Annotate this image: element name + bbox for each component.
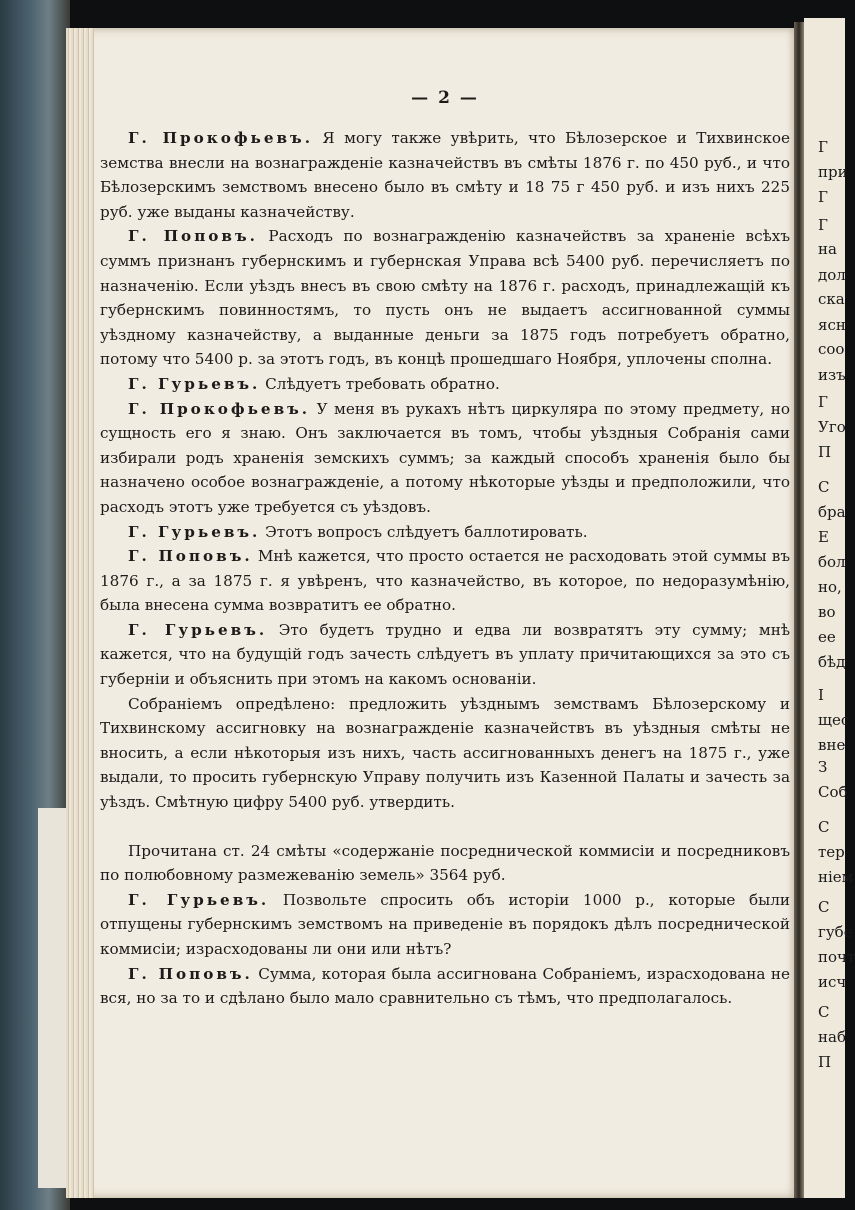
next-page-fragment: Соб bbox=[818, 783, 848, 801]
paragraph-text: Сумма, которая была ассигнована Собраніемъ, израсходована не вся, но за то и сдѣлано было мало сравнительно съ тѣмъ, что предполагалось. bbox=[100, 964, 790, 1008]
speaker-name: Г. Поповъ. bbox=[128, 964, 253, 983]
next-page-fragment: С bbox=[818, 1003, 830, 1021]
paragraph-text: Это будетъ трудно и едва ли возвратятъ эту сумму; мнѣ кажется, что на будущій годъ зачесть слѣдуетъ въ уплату причитающихся за это съ губерніи и объяснить при этомъ на какомъ основаніи. bbox=[100, 620, 790, 689]
book-gutter bbox=[794, 22, 804, 1198]
speaker-name: Г. Гурьевъ. bbox=[128, 620, 268, 639]
speaker-name: Г. Поповъ. bbox=[128, 227, 258, 246]
paragraph bbox=[100, 888, 790, 962]
next-page-fragment: во bbox=[818, 603, 836, 621]
speaker-name: Г. Поповъ. bbox=[128, 547, 253, 566]
next-page-fragment: С bbox=[818, 478, 830, 496]
paragraph bbox=[100, 126, 790, 224]
next-page-fragment: тер bbox=[818, 843, 845, 861]
paragraph-text: Собраніемъ опредѣлено: предложить уѣзднымъ земствамъ Бѣлозерскому и Тихвинскому ассигновку на вознагражденіе казначействъ въ уѣздныя смѣты не вносить, а если нѣкоторыя изъ нихъ, часть ассигнованныхъ денегъ на 1875 г., уже выдали, то просить губернскую Управу получить изъ Казенной Палаты и зачесть за уѣздъ. Смѣтную цифру 5400 руб. утвердить. bbox=[100, 694, 790, 812]
next-page-fragment: Г bbox=[818, 393, 828, 411]
next-page-fragment: Е bbox=[818, 528, 829, 546]
next-page-fragment: соо bbox=[818, 340, 845, 358]
next-page-fragment: бѣд bbox=[818, 653, 846, 671]
resolution-paragraph bbox=[100, 692, 790, 815]
next-page-fragment: П bbox=[818, 443, 832, 461]
next-page-fragment: исч bbox=[818, 973, 847, 991]
speaker-name: Г. Прокофьевъ. bbox=[128, 399, 311, 418]
next-page-fragment: Уго bbox=[818, 418, 846, 436]
next-page-fragment: на bbox=[818, 240, 837, 258]
paragraph-text: Мнѣ кажется, что просто остается не расходовать этой суммы въ 1876 г., а за 1875 г. я увѣренъ, что казначейство, въ которое, по недоразумѣнію, была внесена сумма возвратитъ ее обратно. bbox=[100, 547, 790, 615]
text-body bbox=[100, 126, 790, 1011]
next-page-fragment: І bbox=[818, 686, 824, 704]
article-heading-paragraph bbox=[100, 839, 790, 888]
paragraph-text: Слѣдуетъ требовать обратно. bbox=[260, 374, 500, 393]
next-page-fragment: губе bbox=[818, 923, 853, 941]
next-page-fragment: ска bbox=[818, 290, 845, 308]
speaker-name: Г. Гурьевъ. bbox=[128, 522, 261, 541]
next-page-fragment: изъ bbox=[818, 366, 846, 384]
paragraph bbox=[100, 962, 790, 1011]
paragraph-text: Прочитана ст. 24 смѣты «содержаніе посреднической коммисіи и посредниковъ по полюбовному размежеванію земель» 3564 руб. bbox=[100, 841, 790, 885]
speaker-name: Г. Гурьевъ. bbox=[128, 890, 270, 909]
next-page-fragment: С bbox=[818, 818, 830, 836]
paragraph-text: Этотъ вопросъ слѣдуетъ баллотировать. bbox=[260, 522, 588, 541]
next-page-fragment: П bbox=[818, 1053, 832, 1071]
next-page-fragment: З bbox=[818, 758, 828, 776]
paragraph bbox=[100, 618, 790, 692]
next-page-fragment: вне bbox=[818, 736, 846, 754]
paragraph-text: Позвольте спросить объ исторіи 1000 р., которые были отпущены губернскимъ земствомъ на приведеніе въ порядокъ дѣлъ посреднической коммисіи; израсходованы ли они или нѣтъ? bbox=[100, 890, 790, 958]
next-page-fragment: Г bbox=[818, 216, 828, 234]
next-page-fragment: Г bbox=[818, 138, 828, 156]
next-page-fragment: бра bbox=[818, 503, 846, 521]
scanner-background bbox=[0, 0, 70, 1210]
next-page-fragment: бол bbox=[818, 553, 846, 571]
next-page-fragment: ее bbox=[818, 628, 836, 646]
paragraph bbox=[100, 544, 790, 618]
paragraph-text: Расходъ по вознагражденію казначействъ за храненіе всѣхъ суммъ признанъ губернскимъ и губернская Управа всѣ 5400 руб. перечисляетъ по назначенію. Если уѣздъ внесъ въ свою смѣту на 1876 г. расходъ, принадлежащій къ губернскимъ повинностямъ, то пусть онъ не выдаетъ ассигнованной суммы уѣздному казначейству, а выданные деньги за 1875 годъ потребуетъ обратно, потому что 5400 р. за этотъ годъ, въ концѣ прошедшаго Ноября, уплочены сполна. bbox=[100, 227, 790, 369]
next-page-fragment: дол bbox=[818, 266, 846, 284]
speaker-name: Г. Гурьевъ. bbox=[128, 374, 261, 393]
section-spacer bbox=[100, 815, 790, 839]
paragraph-text: Я могу также увѣрить, что Бѣлозерское и Тихвинское земства внесли на вознагражденіе казначействъ въ смѣты 1876 г. по 450 руб., и что Бѣлозерскимъ земствомъ внесено было въ смѣту и 18 75 г 450 руб. и изъ нихъ 225 руб. уже выданы казначейству. bbox=[100, 129, 790, 221]
paragraph-text: У меня въ рукахъ нѣтъ циркуляра по этому предмету, но сущность его я знаю. Онъ заключается въ томъ, чтобы уѣздныя Собранія сами избирали родъ храненія земскихъ суммъ; за каждый способъ храненія было бы назначено особое вознагражденіе, а потому нѣкоторые уѣзды и предположили, что расходъ этотъ уже требуется съ уѣздовъ. bbox=[100, 399, 790, 516]
paragraph bbox=[100, 224, 790, 372]
next-page-edge bbox=[804, 18, 855, 1198]
next-page-fragment: щес bbox=[818, 711, 850, 729]
paragraph bbox=[100, 520, 790, 545]
speaker-name: Г. Прокофьевъ. bbox=[128, 129, 313, 147]
next-page-fragment: наб bbox=[818, 1028, 846, 1046]
page-number: — 2 — bbox=[411, 88, 479, 108]
next-page-fragment: но, bbox=[818, 578, 842, 596]
next-page-fragment: ніем bbox=[818, 868, 854, 886]
next-page-fragment: при bbox=[818, 163, 848, 181]
scanner-background-light-patch bbox=[38, 808, 68, 1188]
next-page-fragment: ясн bbox=[818, 316, 846, 334]
next-page-fragment: Г bbox=[818, 188, 828, 206]
paragraph bbox=[100, 372, 790, 397]
next-page-fragment: С bbox=[818, 898, 830, 916]
paragraph bbox=[100, 397, 790, 520]
page-stack-edge bbox=[66, 28, 94, 1198]
next-page-fragment: почт bbox=[818, 948, 855, 966]
